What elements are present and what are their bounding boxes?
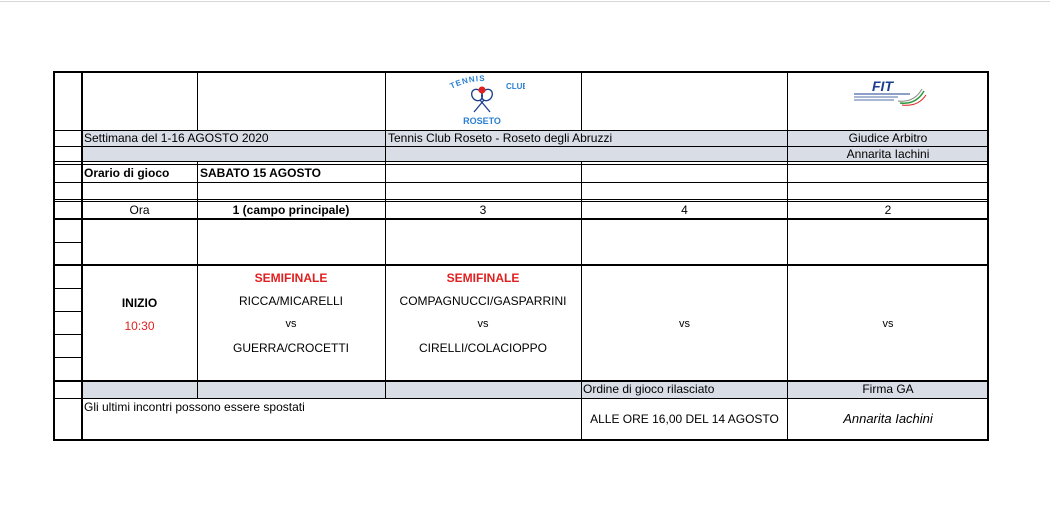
grid-line bbox=[53, 334, 82, 335]
grid-line bbox=[385, 71, 386, 398]
grid-line bbox=[53, 201, 989, 202]
court3-team2: CIRELLI/COLACIOPPO bbox=[418, 341, 548, 355]
logo-text-roseto: ROSETO bbox=[463, 116, 501, 126]
grid-line bbox=[53, 164, 989, 165]
grid-line bbox=[53, 288, 82, 289]
col-header-court4: 4 bbox=[681, 203, 688, 217]
col-header-court2: 2 bbox=[884, 203, 892, 217]
grid-line bbox=[53, 130, 989, 131]
col-header-time: Ora bbox=[129, 203, 150, 217]
signature-label: Firma GA bbox=[862, 382, 914, 396]
grid-line bbox=[53, 439, 989, 441]
grid-line bbox=[53, 161, 989, 162]
week-label: Settimana del 1-16 AGOSTO 2020 bbox=[84, 131, 269, 145]
court1-team2: GUERRA/CROCETTI bbox=[232, 341, 349, 355]
court3-round: SEMIFINALE bbox=[446, 271, 520, 285]
grid-line bbox=[53, 380, 989, 382]
schedule-date: SABATO 15 AGOSTO bbox=[200, 166, 321, 180]
grid-line bbox=[53, 199, 989, 200]
start-time: 10:30 bbox=[124, 319, 155, 333]
court3-vs: vs bbox=[477, 318, 489, 330]
grid-line bbox=[197, 71, 198, 130]
grid-line bbox=[581, 71, 582, 130]
logo-text-club: CLU bbox=[506, 82, 523, 91]
top-divider bbox=[0, 1, 1050, 2]
referee-name: Annarita Iachini bbox=[846, 147, 930, 161]
court4-vs: vs bbox=[679, 318, 690, 330]
order-value: ALLE ORE 16,00 DEL 14 AGOSTO bbox=[590, 412, 779, 426]
fit-logo-icon bbox=[850, 77, 930, 113]
club-name: Tennis Club Roseto - Roseto degli Abruzzi bbox=[388, 131, 613, 145]
fit-logo-text: FIT bbox=[872, 78, 893, 94]
col-header-court3: 3 bbox=[479, 203, 487, 217]
grid-line bbox=[53, 264, 989, 266]
grid-line bbox=[53, 357, 82, 358]
court2-vs: vs bbox=[882, 318, 894, 330]
court1-vs: vs bbox=[285, 318, 297, 330]
grid-line bbox=[53, 71, 989, 73]
court1-team1: RICCA/MICARELLI bbox=[238, 294, 344, 308]
signature-value: Annarita Iachini bbox=[843, 412, 933, 426]
grid-line bbox=[53, 311, 82, 312]
grid-line bbox=[81, 71, 83, 440]
court3-team1: COMPAGNUCCI/GASPARRINI bbox=[399, 294, 567, 308]
grid-line bbox=[53, 71, 55, 440]
grid-line bbox=[53, 146, 989, 147]
col-header-court1: 1 (campo principale) bbox=[232, 203, 350, 217]
grid-line bbox=[53, 218, 989, 220]
grid-line bbox=[987, 71, 989, 440]
grid-line bbox=[787, 71, 788, 440]
grid-line bbox=[53, 242, 82, 243]
logo-text-tennis: TENNIS bbox=[448, 73, 486, 91]
tennis-club-logo bbox=[440, 72, 525, 128]
schedule-label: Orario di gioco bbox=[84, 166, 170, 180]
fit-logo bbox=[850, 77, 930, 113]
referee-label: Giudice Arbitro bbox=[848, 131, 928, 145]
start-label: INIZIO bbox=[121, 296, 158, 310]
grid-line bbox=[197, 161, 198, 219]
grid-line bbox=[53, 398, 989, 399]
grid-line bbox=[197, 219, 198, 398]
order-label: Ordine di gioco rilasciato bbox=[583, 382, 715, 396]
grid-line bbox=[53, 182, 989, 183]
footer-note: Gli ultimi incontri possono essere spostati bbox=[84, 400, 305, 414]
tennis-club-logo-icon bbox=[440, 72, 525, 128]
court1-round: SEMIFINALE bbox=[254, 271, 328, 285]
